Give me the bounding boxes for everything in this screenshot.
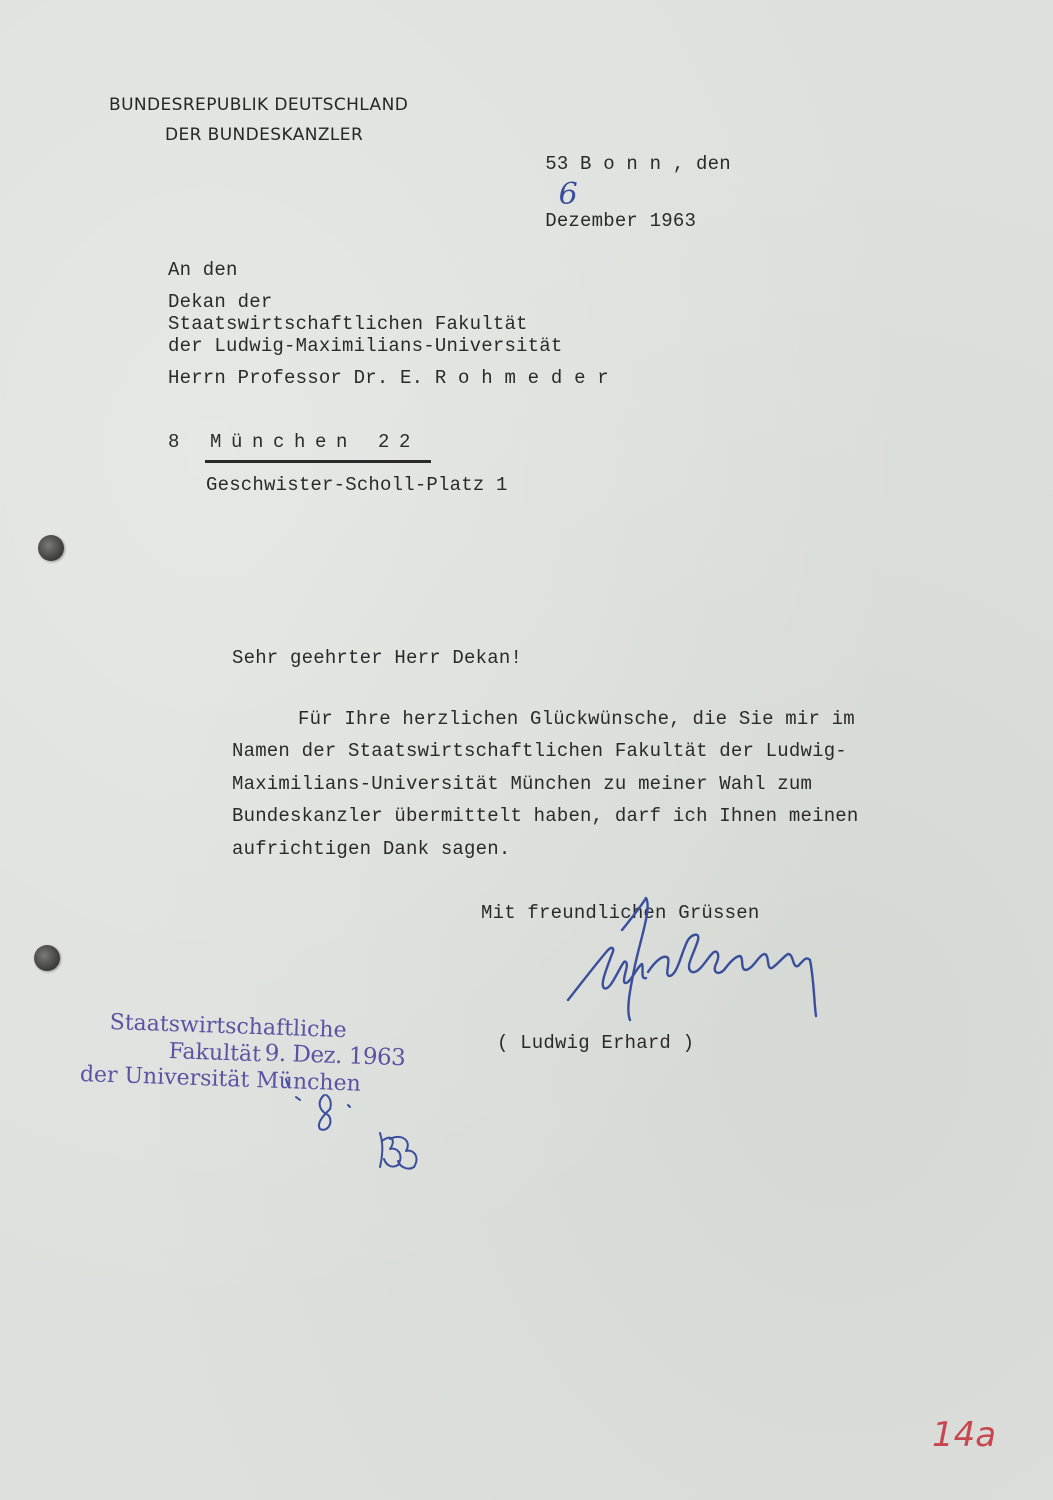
stamp-date: 9. Dez. 1963 bbox=[264, 1040, 406, 1072]
letterhead-line-2: DER BUNDESKANZLER bbox=[165, 125, 364, 145]
recipient-line-3: Staatswirtschaftlichen Fakultät bbox=[168, 313, 528, 335]
dateline bbox=[522, 131, 731, 232]
dateline-place: 53 B o n n , den bbox=[545, 153, 731, 175]
recipient-street: Geschwister-Scholl-Platz 1 bbox=[206, 474, 508, 496]
body-line-2: Namen der Staatswirtschaftlichen Fakultät der Ludwig- bbox=[232, 740, 847, 762]
recipient-city: 8 München 22 bbox=[168, 431, 421, 453]
body-line-5: aufrichtigen Dank sagen. bbox=[232, 838, 511, 860]
recipient-line-4: der Ludwig-Maximilians-Universität bbox=[168, 335, 563, 357]
city-underline bbox=[205, 460, 431, 463]
signature-image bbox=[560, 890, 830, 1040]
stamp-line-2: Fakultät bbox=[168, 1039, 262, 1068]
salutation: Sehr geehrter Herr Dekan! bbox=[232, 647, 523, 669]
signer-name: ( Ludwig Erhard ) bbox=[497, 1032, 695, 1054]
recipient-line-2: Dekan der bbox=[168, 291, 273, 313]
closing: Mit freundlichen Grüssen bbox=[481, 902, 760, 924]
stamp-line-3: der Universität München bbox=[79, 1061, 362, 1097]
body-line-1: Für Ihre herzlichen Glückwünsche, die Sie mir im bbox=[298, 708, 855, 730]
page-number: 14a bbox=[932, 1415, 997, 1455]
handwritten-registry-mark bbox=[280, 1075, 440, 1175]
body-line-3: Maximilians-Universität München zu meiner Wahl zum bbox=[232, 773, 813, 795]
recipient-line-5: Herrn Professor Dr. E. R o h m e d e r bbox=[168, 367, 609, 389]
recipient-line-1: An den bbox=[168, 259, 238, 281]
dateline-month-year: Dezember 1963 bbox=[545, 210, 697, 232]
dateline-day: 6 bbox=[558, 177, 578, 212]
punch-hole-bottom bbox=[34, 945, 60, 971]
body-line-4: Bundeskanzler übermittelt haben, darf ich Ihnen meinen bbox=[232, 805, 859, 827]
punch-hole-top bbox=[38, 535, 64, 561]
stamp-line-1: Staatswirtschaftliche bbox=[109, 1009, 348, 1044]
letterhead-line-1: BUNDESREPUBLIK DEUTSCHLAND bbox=[109, 95, 409, 115]
